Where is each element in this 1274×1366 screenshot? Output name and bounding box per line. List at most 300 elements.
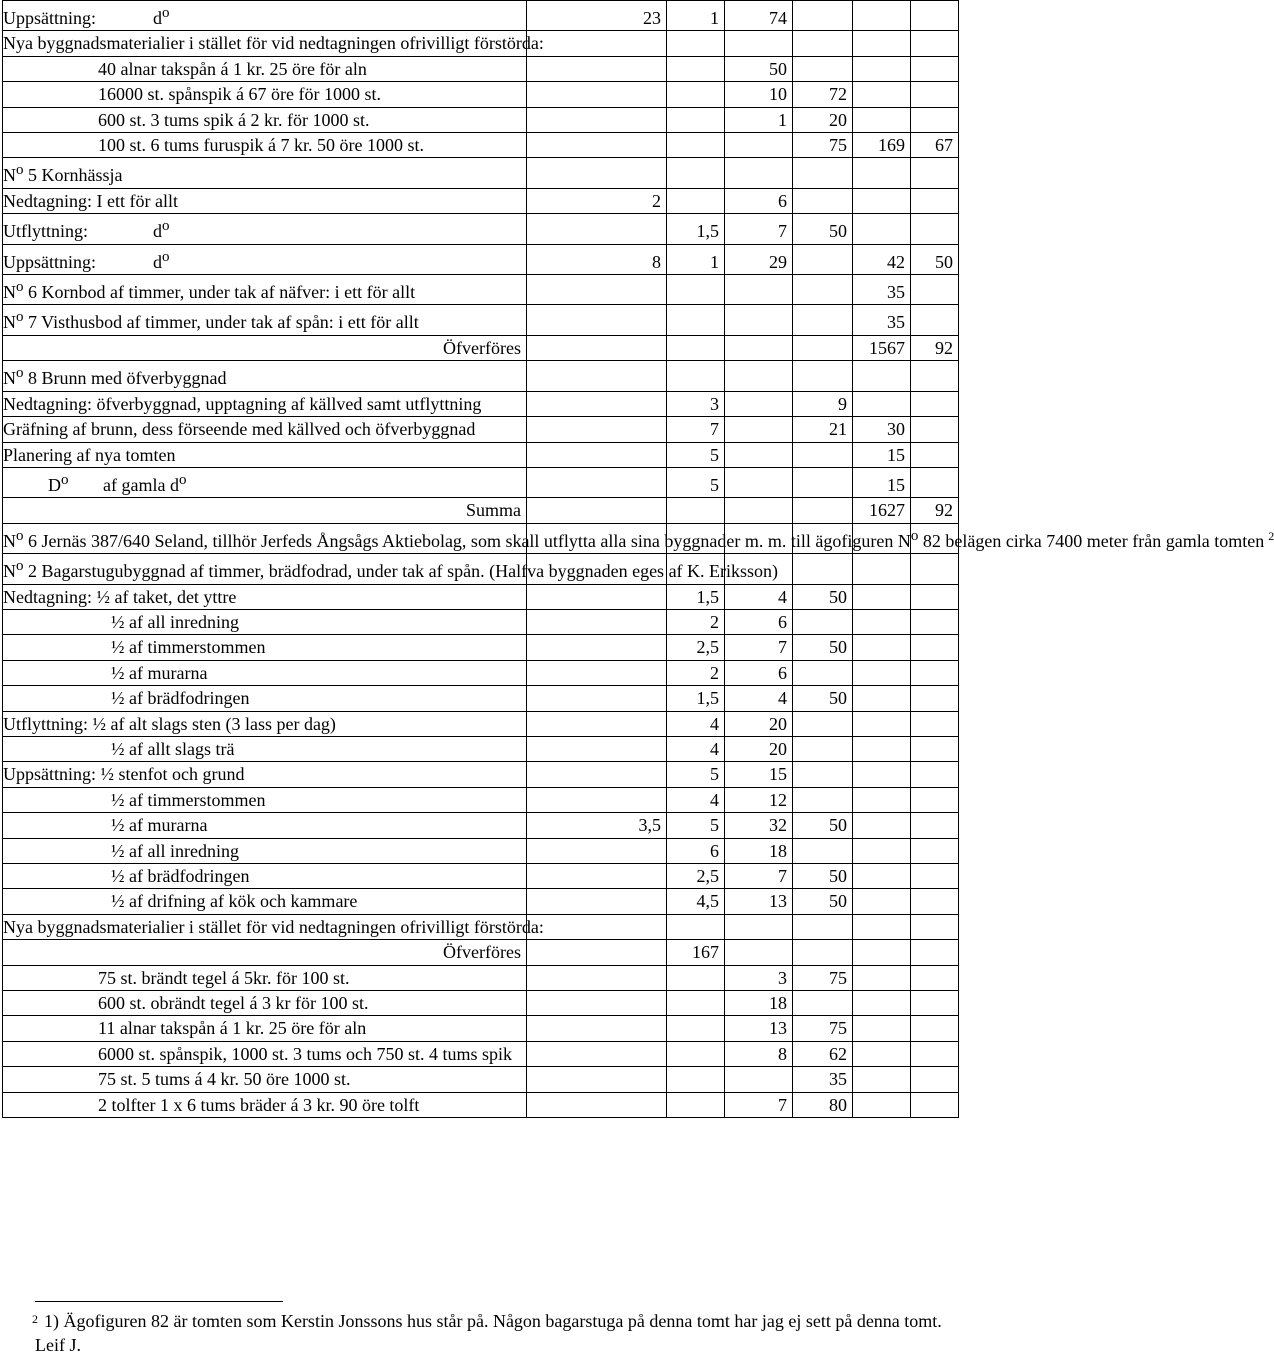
amount-cell bbox=[667, 275, 725, 305]
amount-cell bbox=[793, 838, 853, 863]
amount-cell bbox=[911, 1067, 959, 1092]
table-row bbox=[3, 991, 959, 1016]
amount-cell: 4 bbox=[667, 711, 725, 736]
amount-cell: 50 bbox=[793, 635, 853, 660]
footnote-rule bbox=[35, 1301, 283, 1302]
row-description bbox=[3, 813, 527, 838]
row-description bbox=[3, 467, 527, 497]
row-description bbox=[3, 1067, 527, 1092]
amount-cell: 1 bbox=[667, 244, 725, 274]
table-row bbox=[3, 82, 959, 107]
table-row bbox=[3, 787, 959, 812]
row-description bbox=[3, 711, 527, 736]
table-row bbox=[3, 361, 959, 391]
amount-cell bbox=[527, 82, 667, 107]
row-description bbox=[3, 686, 527, 711]
amount-cell bbox=[911, 31, 959, 56]
amount-cell bbox=[793, 467, 853, 497]
row-label: ½ af all inredning bbox=[111, 611, 239, 632]
footnote bbox=[32, 1309, 960, 1357]
amount-cell: 32 bbox=[725, 813, 793, 838]
ditto-mark: D bbox=[48, 474, 61, 495]
row-label: ½ af brädfodringen bbox=[111, 688, 250, 709]
amount-cell: 8 bbox=[725, 1041, 793, 1066]
amount-cell bbox=[911, 56, 959, 81]
amount-cell bbox=[853, 991, 911, 1016]
amount-cell bbox=[853, 1, 911, 31]
amount-cell: 1567 bbox=[853, 335, 911, 360]
amount-cell bbox=[911, 864, 959, 889]
amount-cell bbox=[527, 361, 667, 391]
amount-cell bbox=[793, 660, 853, 685]
amount-cell bbox=[725, 335, 793, 360]
amount-cell bbox=[667, 158, 725, 188]
amount-cell bbox=[853, 82, 911, 107]
amount-cell: 72 bbox=[793, 82, 853, 107]
amount-cell bbox=[911, 584, 959, 609]
amount-cell: 50 bbox=[725, 56, 793, 81]
label-sup: o bbox=[910, 527, 919, 544]
row-description bbox=[3, 391, 527, 416]
amount-cell bbox=[911, 158, 959, 188]
amount-cell: 3 bbox=[667, 391, 725, 416]
amount-cell bbox=[725, 305, 793, 335]
amount-cell bbox=[667, 188, 725, 213]
amount-cell bbox=[853, 584, 911, 609]
amount-cell bbox=[527, 940, 667, 965]
no-sup: o bbox=[16, 558, 24, 575]
footnote-ref: 2 bbox=[1268, 528, 1274, 543]
label-sup: o bbox=[178, 471, 187, 488]
table-row bbox=[3, 158, 959, 188]
table-row bbox=[3, 660, 959, 685]
amount-cell bbox=[853, 965, 911, 990]
row-label: 100 st. 6 tums furuspik á 7 kr. 50 öre 1000 st. bbox=[98, 135, 424, 156]
amount-cell: 15 bbox=[853, 442, 911, 467]
amount-cell bbox=[527, 275, 667, 305]
amount-cell bbox=[725, 498, 793, 523]
amount-cell bbox=[527, 609, 667, 634]
row-label: 75 st. 5 tums á 4 kr. 50 öre 1000 st. bbox=[98, 1069, 351, 1090]
row-label: Nedtagning: öfverbyggnad, upptagning af källved samt utflyttning bbox=[3, 393, 482, 414]
amount-cell: 75 bbox=[793, 1016, 853, 1041]
amount-cell bbox=[853, 214, 911, 244]
amount-cell: 18 bbox=[725, 991, 793, 1016]
table-row bbox=[3, 523, 959, 553]
amount-cell bbox=[853, 107, 911, 132]
amount-cell: 50 bbox=[793, 864, 853, 889]
table-row bbox=[3, 1067, 959, 1092]
row-description bbox=[3, 442, 527, 467]
amount-cell bbox=[527, 305, 667, 335]
row-description bbox=[3, 787, 527, 812]
row-description bbox=[3, 498, 527, 523]
table-row bbox=[3, 1016, 959, 1041]
row-label: 16000 st. spånspik á 67 öre för 1000 st. bbox=[98, 84, 381, 105]
row-label: Öfverföres bbox=[443, 337, 521, 358]
no-abbrev: N bbox=[3, 282, 16, 303]
amount-cell bbox=[911, 991, 959, 1016]
amount-cell: 3,5 bbox=[527, 813, 667, 838]
row-label: Uppsättning: bbox=[3, 251, 96, 272]
amount-cell: 1,5 bbox=[667, 686, 725, 711]
amount-cell: 6 bbox=[725, 188, 793, 213]
amount-cell bbox=[853, 188, 911, 213]
amount-cell bbox=[853, 787, 911, 812]
amount-cell bbox=[911, 107, 959, 132]
amount-cell bbox=[725, 31, 793, 56]
amount-cell bbox=[853, 1092, 911, 1117]
no-abbrev: N bbox=[3, 561, 16, 582]
amount-cell: 2 bbox=[667, 609, 725, 634]
row-description bbox=[3, 838, 527, 863]
ditto-sup: o bbox=[162, 5, 170, 21]
row-description bbox=[3, 1016, 527, 1041]
amount-cell bbox=[527, 736, 667, 761]
amount-cell bbox=[911, 391, 959, 416]
row-label: 6 Jernäs 387/640 Seland, tillhör Jerfeds Ångsågs Aktiebolag, som skall utflytta alla sina byggnader m. m. till ägofiguren N bbox=[23, 530, 911, 551]
amount-cell: 35 bbox=[853, 275, 911, 305]
amount-cell: 6 bbox=[667, 838, 725, 863]
row-description bbox=[3, 609, 527, 634]
footnote-text: 1) Ägofiguren 82 är tomten som Kerstin Jonssons hus står på. Någon bagarstuga på denna tomt har jag ej sett på denna tomt. Leif J. bbox=[35, 1311, 942, 1355]
amount-cell bbox=[911, 660, 959, 685]
row-description bbox=[3, 1041, 527, 1066]
amount-cell bbox=[911, 214, 959, 244]
amount-cell bbox=[911, 838, 959, 863]
no-sup: o bbox=[16, 527, 24, 544]
amount-cell: 50 bbox=[793, 813, 853, 838]
amount-cell: 6 bbox=[725, 660, 793, 685]
amount-cell bbox=[853, 391, 911, 416]
row-description bbox=[3, 940, 527, 965]
amount-cell: 2,5 bbox=[667, 864, 725, 889]
amount-cell bbox=[793, 554, 853, 584]
amount-cell: 7 bbox=[725, 1092, 793, 1117]
amount-cell bbox=[911, 940, 959, 965]
row-label: 6000 st. spånspik, 1000 st. 3 tums och 750 st. 4 tums spik bbox=[98, 1043, 513, 1064]
amount-cell: 50 bbox=[793, 584, 853, 609]
amount-cell: 20 bbox=[793, 107, 853, 132]
amount-cell: 29 bbox=[725, 244, 793, 274]
row-description bbox=[3, 275, 527, 305]
row-label: 75 st. brändt tegel á 5kr. för 100 st. bbox=[98, 967, 350, 988]
row-label: Nya byggnadsmaterialier i stället för vid nedtagningen ofrivilligt förstörda: bbox=[3, 33, 544, 54]
row-description bbox=[3, 635, 527, 660]
amount-cell: 5 bbox=[667, 762, 725, 787]
amount-cell: 10 bbox=[725, 82, 793, 107]
amount-cell bbox=[911, 813, 959, 838]
amount-cell bbox=[793, 711, 853, 736]
amount-cell bbox=[853, 660, 911, 685]
footnote-marker: 2 bbox=[32, 1312, 38, 1326]
amount-cell bbox=[793, 762, 853, 787]
row-description bbox=[3, 864, 527, 889]
row-description bbox=[3, 244, 527, 274]
no-sup: o bbox=[16, 162, 24, 179]
amount-cell bbox=[527, 56, 667, 81]
ledger-body bbox=[3, 1, 1274, 1118]
row-label: 8 Brunn med öfverbyggnad bbox=[23, 368, 227, 389]
amount-cell bbox=[527, 31, 667, 56]
amount-cell bbox=[725, 133, 793, 158]
amount-cell bbox=[853, 762, 911, 787]
row-label: 600 st. obrändt tegel á 3 kr för 100 st. bbox=[98, 993, 369, 1014]
amount-cell: 2 bbox=[527, 188, 667, 213]
amount-cell bbox=[667, 31, 725, 56]
amount-cell bbox=[911, 787, 959, 812]
amount-cell bbox=[667, 1067, 725, 1092]
amount-cell: 13 bbox=[725, 1016, 793, 1041]
amount-cell bbox=[527, 158, 667, 188]
table-row bbox=[3, 391, 959, 416]
amount-cell bbox=[527, 965, 667, 990]
amount-cell: 30 bbox=[853, 417, 911, 442]
amount-cell bbox=[853, 736, 911, 761]
table-row bbox=[3, 635, 959, 660]
row-description bbox=[3, 214, 527, 244]
amount-cell bbox=[853, 361, 911, 391]
row-label: Uppsättning: bbox=[3, 8, 96, 28]
row-description bbox=[3, 335, 527, 360]
amount-cell bbox=[911, 467, 959, 497]
amount-cell bbox=[853, 1016, 911, 1041]
amount-cell: 23 bbox=[527, 1, 667, 31]
amount-cell bbox=[911, 686, 959, 711]
row-label: Gräfning af brunn, dess förseende med källved och öfverbyggnad bbox=[3, 419, 476, 440]
amount-cell bbox=[793, 940, 853, 965]
amount-cell bbox=[527, 889, 667, 914]
row-description bbox=[3, 158, 527, 188]
row-description bbox=[3, 1092, 527, 1117]
row-label: Utflyttning: bbox=[3, 221, 88, 242]
no-sup: o bbox=[16, 365, 24, 382]
amount-cell bbox=[725, 275, 793, 305]
row-description bbox=[3, 82, 527, 107]
ditto-mark: d bbox=[153, 221, 162, 242]
table-row bbox=[3, 133, 959, 158]
amount-cell: 1,5 bbox=[667, 584, 725, 609]
amount-cell bbox=[793, 498, 853, 523]
amount-cell: 62 bbox=[793, 1041, 853, 1066]
amount-cell bbox=[667, 335, 725, 360]
amount-cell: 15 bbox=[725, 762, 793, 787]
amount-cell bbox=[527, 391, 667, 416]
amount-cell bbox=[527, 660, 667, 685]
amount-cell: 4 bbox=[725, 584, 793, 609]
amount-cell: 74 bbox=[725, 1, 793, 31]
table-row bbox=[3, 711, 959, 736]
amount-cell bbox=[911, 188, 959, 213]
amount-cell: 35 bbox=[853, 305, 911, 335]
amount-cell: 18 bbox=[725, 838, 793, 863]
amount-cell bbox=[527, 335, 667, 360]
amount-cell bbox=[527, 686, 667, 711]
amount-cell bbox=[853, 609, 911, 634]
amount-cell bbox=[911, 965, 959, 990]
amount-cell bbox=[793, 914, 853, 939]
amount-cell: 50 bbox=[911, 244, 959, 274]
amount-cell bbox=[667, 361, 725, 391]
amount-cell: 92 bbox=[911, 335, 959, 360]
row-description bbox=[3, 31, 544, 56]
row-label: ½ af murarna bbox=[111, 815, 208, 836]
table-row bbox=[3, 1092, 959, 1117]
row-label: af gamla d bbox=[103, 474, 179, 495]
amount-cell bbox=[911, 1016, 959, 1041]
amount-cell: 67 bbox=[911, 133, 959, 158]
amount-cell bbox=[725, 417, 793, 442]
amount-cell bbox=[793, 1, 853, 31]
row-description bbox=[3, 584, 527, 609]
amount-cell bbox=[667, 305, 725, 335]
amount-cell bbox=[527, 711, 667, 736]
amount-cell: 4 bbox=[667, 736, 725, 761]
amount-cell: 50 bbox=[793, 889, 853, 914]
amount-cell: 7 bbox=[725, 635, 793, 660]
amount-cell bbox=[853, 914, 911, 939]
no-sup: o bbox=[16, 309, 24, 326]
amount-cell bbox=[725, 1067, 793, 1092]
amount-cell bbox=[853, 889, 911, 914]
row-description bbox=[3, 305, 527, 335]
amount-cell bbox=[793, 305, 853, 335]
row-label: 2 Bagarstugubyggnad af timmer, brädfodrad, under tak af spån. (Halfva byggnaden eges af K. Eriksson) bbox=[23, 561, 779, 582]
row-label: Öfverföres bbox=[443, 942, 521, 963]
amount-cell: 1 bbox=[667, 1, 725, 31]
amount-cell bbox=[793, 335, 853, 360]
amount-cell bbox=[725, 391, 793, 416]
amount-cell bbox=[911, 417, 959, 442]
row-label: ½ af all inredning bbox=[111, 840, 239, 861]
amount-cell: 9 bbox=[793, 391, 853, 416]
table-row bbox=[3, 214, 959, 244]
amount-cell: 7 bbox=[667, 417, 725, 442]
row-label: Uppsättning: ½ stenfot och grund bbox=[3, 764, 245, 785]
amount-cell: 75 bbox=[793, 133, 853, 158]
row-label-cont: 82 belägen cirka 7400 meter från gamla tomten bbox=[918, 530, 1265, 551]
amount-cell bbox=[527, 107, 667, 132]
row-label: 6 Kornbod af timmer, under tak af näfver: i ett för allt bbox=[23, 282, 416, 303]
amount-cell bbox=[853, 158, 911, 188]
row-label: Nedtagning: ½ af taket, det yttre bbox=[3, 586, 237, 607]
amount-cell: 4 bbox=[725, 686, 793, 711]
row-label: 40 alnar takspån á 1 kr. 25 öre för aln bbox=[98, 58, 367, 79]
amount-cell: 4 bbox=[667, 787, 725, 812]
amount-cell bbox=[911, 305, 959, 335]
row-description bbox=[3, 56, 527, 81]
amount-cell bbox=[667, 498, 725, 523]
amount-cell: 169 bbox=[853, 133, 911, 158]
amount-cell: 13 bbox=[725, 889, 793, 914]
amount-cell bbox=[725, 914, 793, 939]
amount-cell bbox=[527, 214, 667, 244]
amount-cell bbox=[527, 635, 667, 660]
table-row bbox=[3, 584, 959, 609]
row-label: ½ af timmerstommen bbox=[111, 637, 266, 658]
amount-cell bbox=[527, 498, 667, 523]
row-description bbox=[3, 991, 527, 1016]
amount-cell bbox=[911, 1041, 959, 1066]
row-description bbox=[3, 736, 527, 761]
amount-cell: 50 bbox=[793, 214, 853, 244]
no-abbrev: N bbox=[3, 312, 16, 333]
amount-cell: 1627 bbox=[853, 498, 911, 523]
amount-cell: 12 bbox=[725, 787, 793, 812]
amount-cell bbox=[725, 940, 793, 965]
row-description bbox=[3, 554, 779, 584]
amount-cell bbox=[853, 813, 911, 838]
ditto-sup: o bbox=[61, 471, 69, 488]
row-description bbox=[3, 133, 527, 158]
amount-cell: 6 bbox=[725, 609, 793, 634]
amount-cell: 167 bbox=[667, 940, 725, 965]
row-label: ½ af allt slags trä bbox=[111, 738, 235, 759]
amount-cell: 35 bbox=[793, 1067, 853, 1092]
row-label: ½ af murarna bbox=[111, 662, 208, 683]
amount-cell: 42 bbox=[853, 244, 911, 274]
amount-cell bbox=[527, 762, 667, 787]
amount-cell bbox=[853, 838, 911, 863]
amount-cell bbox=[527, 1041, 667, 1066]
amount-cell bbox=[793, 736, 853, 761]
amount-cell bbox=[853, 1067, 911, 1092]
table-row bbox=[3, 914, 959, 939]
amount-cell bbox=[911, 711, 959, 736]
amount-cell bbox=[793, 56, 853, 81]
amount-cell bbox=[725, 361, 793, 391]
table-row bbox=[3, 417, 959, 442]
amount-cell bbox=[667, 965, 725, 990]
amount-cell bbox=[725, 158, 793, 188]
amount-cell: 7 bbox=[725, 864, 793, 889]
table-row bbox=[3, 864, 959, 889]
table-row bbox=[3, 56, 959, 81]
amount-cell bbox=[911, 609, 959, 634]
amount-cell bbox=[793, 442, 853, 467]
amount-cell: 8 bbox=[527, 244, 667, 274]
row-description bbox=[3, 107, 527, 132]
amount-cell: 4,5 bbox=[667, 889, 725, 914]
row-label: 600 st. 3 tums spik á 2 kr. för 1000 st. bbox=[98, 109, 370, 130]
amount-cell bbox=[793, 275, 853, 305]
table-row bbox=[3, 889, 959, 914]
ditto-mark: d bbox=[153, 8, 162, 28]
amount-cell bbox=[793, 188, 853, 213]
amount-cell bbox=[527, 584, 667, 609]
amount-cell: 20 bbox=[725, 736, 793, 761]
amount-cell bbox=[667, 56, 725, 81]
row-label: 11 alnar takspån á 1 kr. 25 öre för aln bbox=[98, 1018, 367, 1039]
no-abbrev: N bbox=[3, 368, 16, 389]
amount-cell bbox=[793, 609, 853, 634]
amount-cell bbox=[911, 1, 959, 31]
amount-cell bbox=[911, 442, 959, 467]
amount-cell bbox=[793, 787, 853, 812]
ditto-wrap bbox=[48, 468, 103, 497]
amount-cell bbox=[793, 158, 853, 188]
amount-cell bbox=[911, 1092, 959, 1117]
amount-cell: 1,5 bbox=[667, 214, 725, 244]
amount-cell bbox=[527, 1067, 667, 1092]
amount-cell bbox=[667, 914, 725, 939]
no-sup: o bbox=[16, 279, 24, 296]
row-label: ½ af drifning af kök och kammare bbox=[111, 891, 358, 912]
amount-cell bbox=[725, 442, 793, 467]
amount-cell bbox=[853, 554, 911, 584]
row-description bbox=[3, 1, 527, 31]
row-label: Planering af nya tomten bbox=[3, 444, 176, 465]
